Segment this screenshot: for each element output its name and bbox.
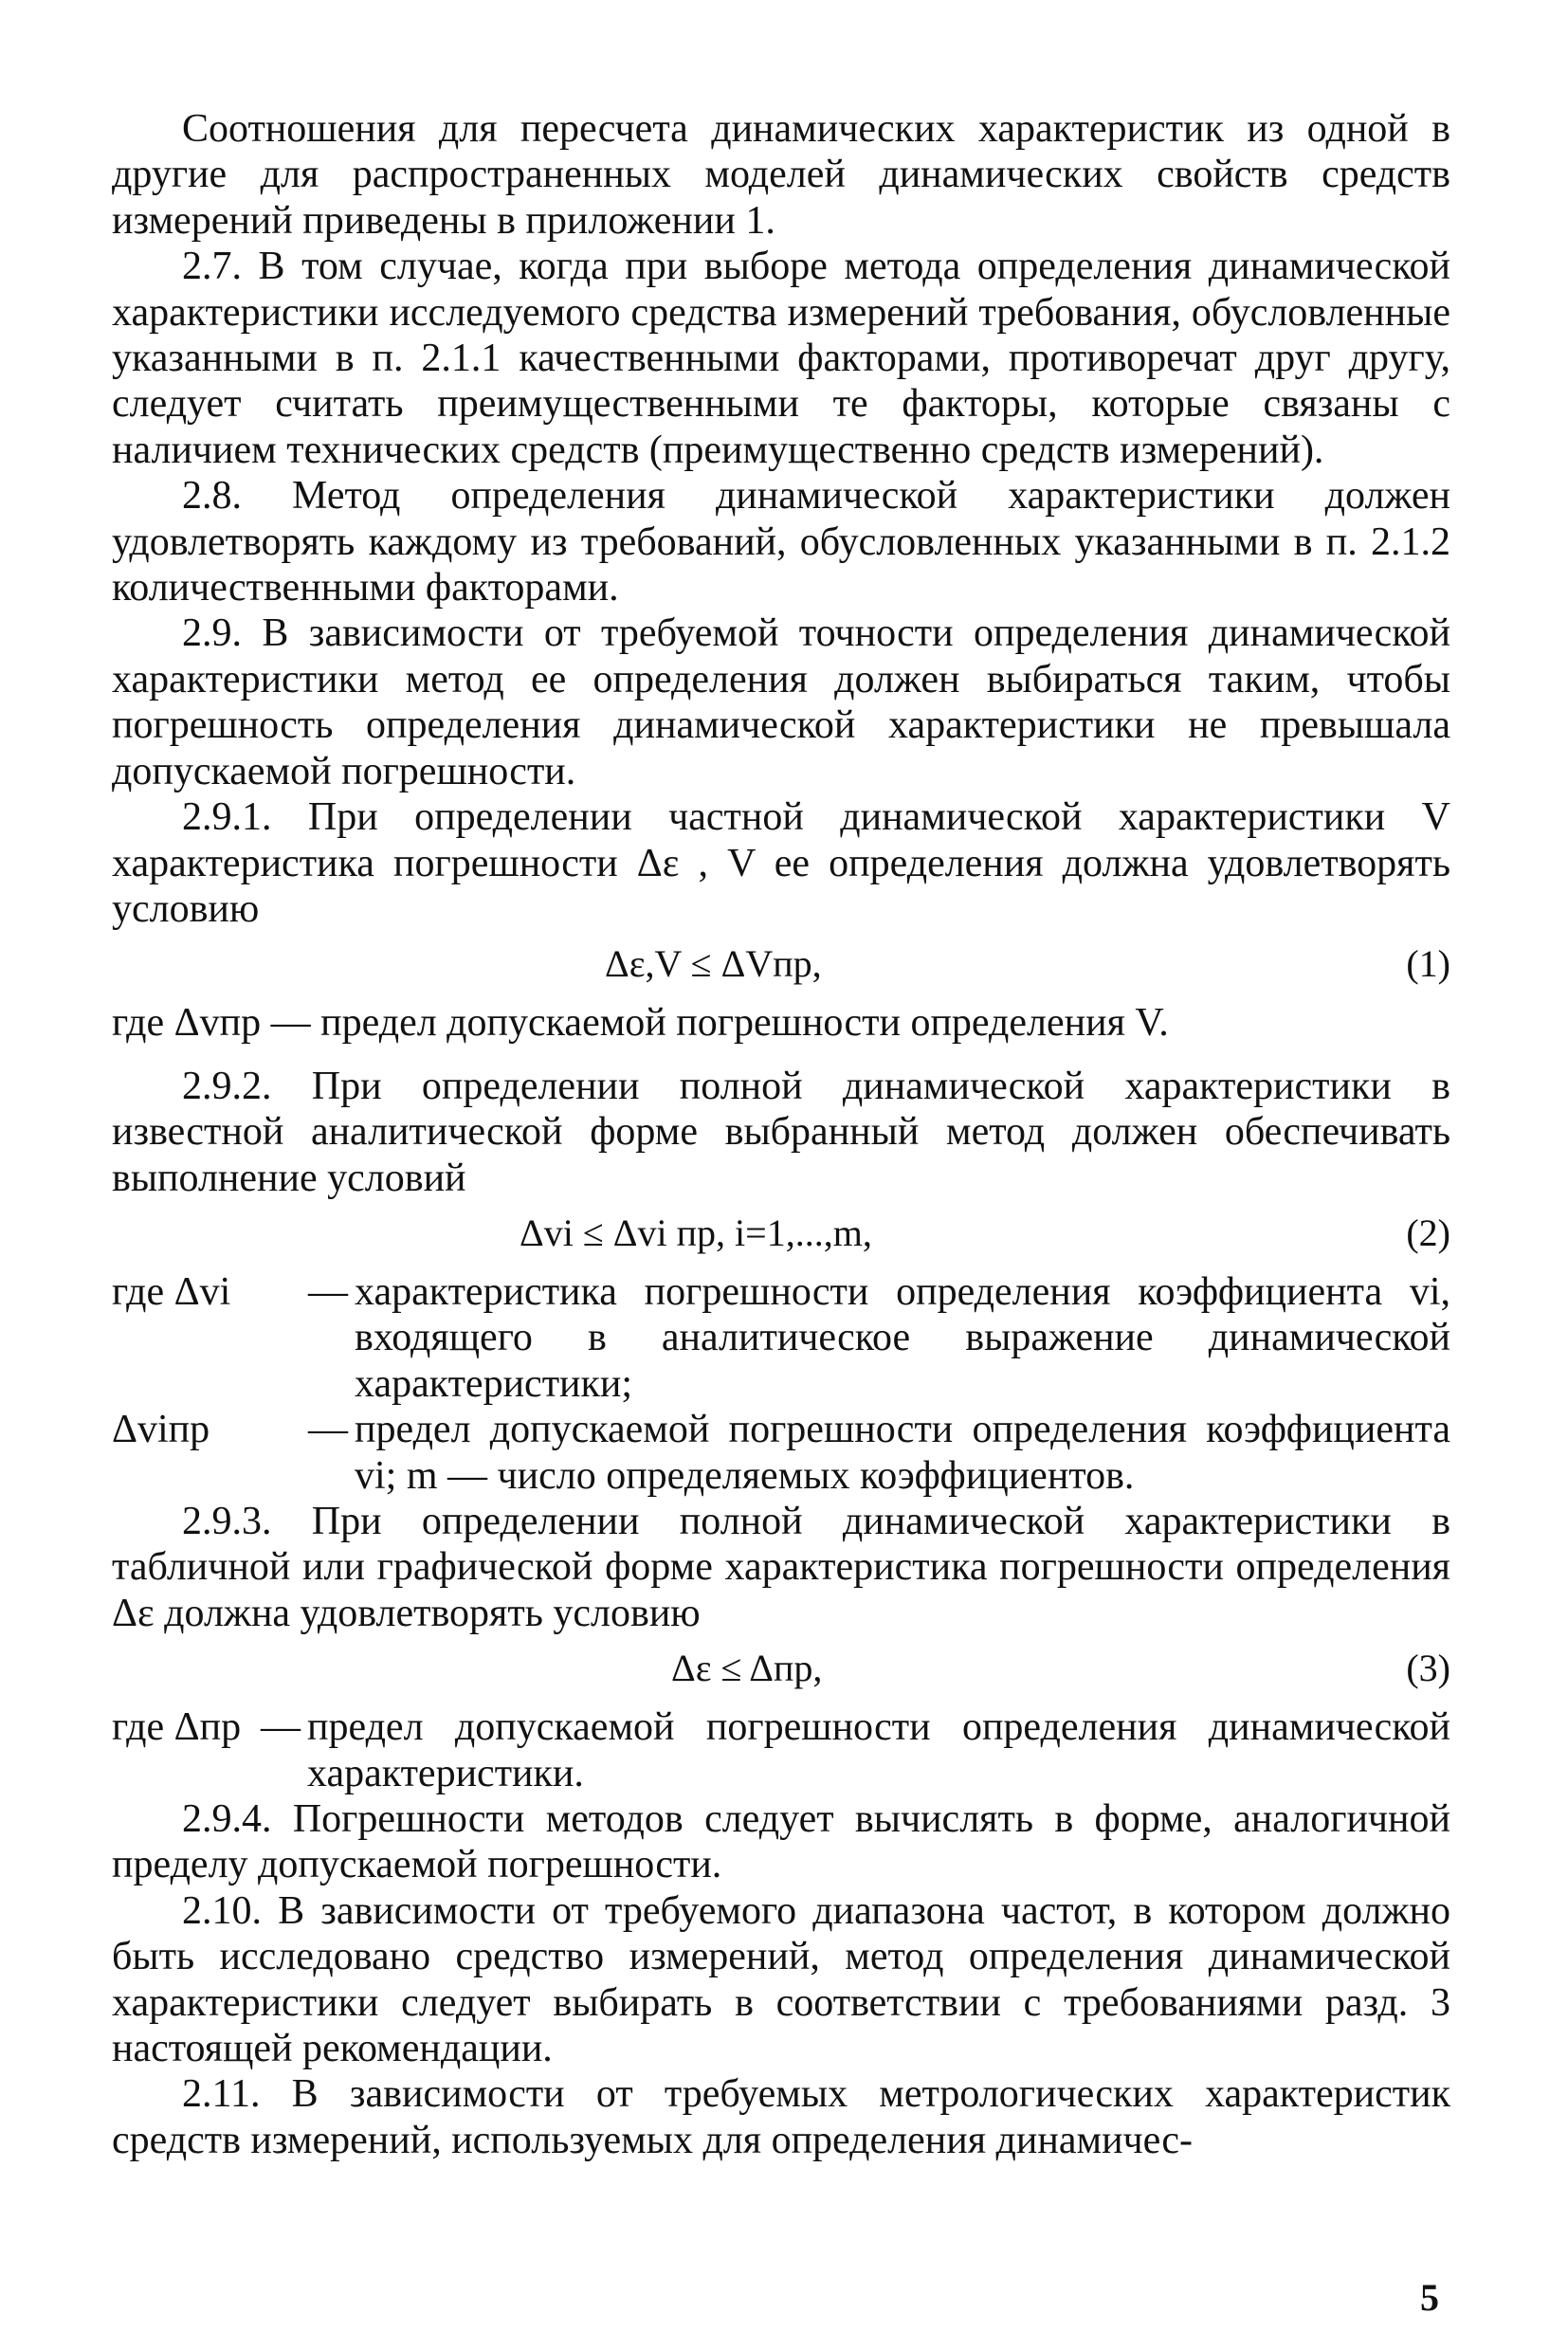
formula-3 bbox=[112, 1642, 1450, 1699]
text-body bbox=[112, 106, 1450, 2163]
paragraph-2-9-1: 2.9.1. При определении частной динамической характеристики V характеристика погрешности Δε , V ее определения должна удовлетворять условию bbox=[112, 795, 1450, 931]
formula-2 bbox=[112, 1207, 1450, 1264]
definition-term: где Δпр bbox=[112, 1705, 242, 1750]
paragraph-2-9-2: 2.9.2. При определении полной динамической характеристики в известной аналитической форме выбранный метод должен обеспечивать выполнение условий bbox=[112, 1064, 1450, 1200]
definition-formula-1: где Δvпр — предел допускаемой погрешности определения V. bbox=[112, 1001, 1169, 1046]
definition-term: Δviпр bbox=[112, 1408, 210, 1452]
paragraph-2-9-3: 2.9.3. При определении полной динамической характеристики в табличной или графической форме характеристика погрешности определения Δε должна удовлетворять условию bbox=[112, 1499, 1450, 1635]
formula-2-number: (2) bbox=[1406, 1211, 1450, 1254]
definition-row bbox=[112, 1269, 1450, 1407]
paragraph-2-10: 2.10. В зависимости от требуемого диапазона частот, в котором должно быть исследовано средство измерений, метод определения динамической характеристики следует выбирать в соответствии с требованиями разд. 3 настоящей рекомендации. bbox=[112, 1888, 1450, 2071]
page-number: 5 bbox=[1420, 2276, 1439, 2319]
definition-row bbox=[112, 1407, 1450, 1499]
formula-3-expression: Δε ≤ Δпр, bbox=[671, 1647, 823, 1690]
formula-2-expression: Δvi ≤ Δvi пр, i=1,...,m, bbox=[520, 1211, 872, 1254]
definition-description: предел допускаемой погрешности определения коэффициента vi; m — число определяемых коэффициентов. bbox=[355, 1408, 1450, 1498]
formula-1-expression: Δε,V ≤ ΔVпр, bbox=[605, 942, 822, 986]
paragraph-2-8: 2.8. Метод определения динамической характеристики должен удовлетворять каждому из требований, обусловленных указанными в п. 2.1.2 количественными факторами. bbox=[112, 474, 1450, 610]
paragraph-2-9: 2.9. В зависимости от требуемой точности определения динамической характеристики метод ее определения должен выбираться таким, чтобы погрешность определения динамической характеристики не превышала допускаемой погрешности. bbox=[112, 611, 1450, 793]
definition-dash: — bbox=[261, 1705, 301, 1750]
formula-1-number: (1) bbox=[1406, 942, 1450, 986]
paragraph-2-7: 2.7. В том случае, когда при выборе метода определения динамической характеристики исследуемого средства измерений требования, обусловленные указанными в п. 2.1.1 качественными факторами, противоречат друг другу, следует считать преимущественными те факторы, которые связаны с наличием технических средств (преимущественно средств измерений). bbox=[112, 245, 1450, 472]
definition-dash: — bbox=[308, 1408, 348, 1452]
definition-description: предел допускаемой погрешности определения динамической характеристики. bbox=[307, 1705, 1450, 1795]
formula-1 bbox=[112, 938, 1450, 994]
paragraph-2-11: 2.11. В зависимости от требуемых метрологических характеристик средств измерений, используемых для определения динамичес- bbox=[112, 2072, 1450, 2162]
definition-description: характеристика погрешности определения коэффициента vi, входящего в аналитическое выражение динамической характеристики; bbox=[355, 1269, 1450, 1406]
definition-dash: — bbox=[308, 1269, 348, 1314]
definition-term: где Δvi bbox=[112, 1269, 231, 1314]
definition-row bbox=[112, 1704, 1450, 1796]
paragraph-intro: Соотношения для пересчета динамических характеристик из одной в другие для распространенных моделей динамических свойств средств измерений приведены в приложении 1. bbox=[112, 107, 1450, 243]
paragraph-2-9-4: 2.9.4. Погрешности методов следует вычислять в форме, аналогичной пределу допускаемой погрешности. bbox=[112, 1797, 1450, 1887]
formula-3-number: (3) bbox=[1406, 1647, 1450, 1690]
